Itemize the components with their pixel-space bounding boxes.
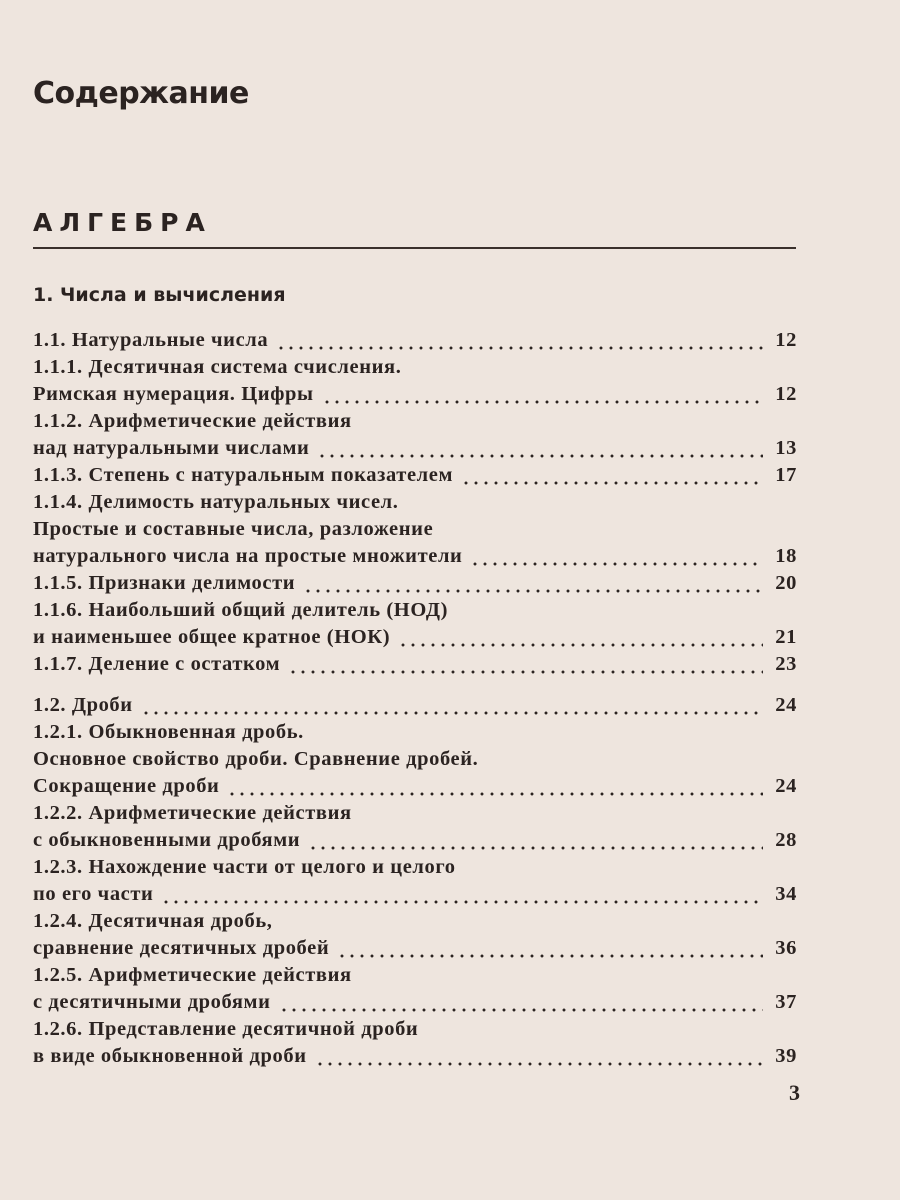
- dot-leader: [276, 327, 763, 354]
- chapter-heading: 1. Числа и вычисления: [33, 284, 286, 306]
- toc-entry-text: Римская нумерация. Цифры: [33, 383, 314, 405]
- toc-entry-text: и наименьшее общее кратное (НОК): [33, 626, 391, 648]
- toc-entry: [33, 597, 797, 651]
- toc-page-number: 37: [775, 991, 797, 1013]
- toc-entry: [33, 408, 797, 462]
- toc-entry-text: 1.1.5. Признаки делимости: [33, 572, 296, 594]
- page-number: 3: [789, 1080, 800, 1105]
- toc-page-number: 12: [775, 329, 797, 351]
- dot-leader: [461, 462, 763, 489]
- dot-leader: [279, 989, 763, 1016]
- toc-entry-text: 1.1.7. Деление с остатком: [33, 653, 281, 675]
- toc-entry-text: 1.2. Дроби: [33, 694, 133, 716]
- toc-entry: [33, 651, 797, 678]
- toc-entry: [33, 962, 797, 1016]
- toc-entry-text: над натуральными числами: [33, 437, 310, 459]
- toc-entry: [33, 692, 797, 719]
- toc-page-number: 39: [775, 1045, 797, 1067]
- toc-page-number: 21: [775, 626, 797, 648]
- heading-divider: [33, 247, 796, 249]
- toc-section-1-1: [33, 327, 797, 678]
- toc-entry-text: сравнение десятичных дробей: [33, 937, 330, 959]
- dot-leader: [398, 624, 763, 651]
- toc-entry-text: с обыкновенными дробями: [33, 829, 301, 851]
- dot-leader: [161, 881, 763, 908]
- toc-entry-text: 1.2.5. Арифметические действия: [33, 964, 352, 986]
- toc-entry: [33, 327, 797, 354]
- toc-entry: [33, 719, 797, 800]
- dot-leader: [288, 651, 763, 678]
- dot-leader: [308, 827, 763, 854]
- toc-page-number: 12: [775, 383, 797, 405]
- dot-leader: [303, 570, 763, 597]
- toc-entry-text: Простые и составные числа, разложение: [33, 518, 434, 540]
- toc-entry: [33, 1016, 797, 1070]
- toc-entry-text: 1.2.4. Десятичная дробь,: [33, 910, 273, 932]
- toc-page-number: 23: [775, 653, 797, 675]
- toc-entry: [33, 570, 797, 597]
- toc-entry: [33, 908, 797, 962]
- dot-leader: [317, 435, 763, 462]
- dot-leader: [470, 543, 763, 570]
- dot-leader: [337, 935, 763, 962]
- page-title: Содержание: [33, 76, 249, 111]
- toc-page-number: 18: [775, 545, 797, 567]
- toc-entry-text: 1.2.2. Арифметические действия: [33, 802, 352, 824]
- toc-entry-text: 1.1. Натуральные числа: [33, 329, 269, 351]
- toc-page-number: 24: [775, 775, 797, 797]
- toc-page-number: 20: [775, 572, 797, 594]
- toc-entry-text: 1.1.2. Арифметические действия: [33, 410, 352, 432]
- dot-leader: [141, 692, 763, 719]
- toc-entry-text: 1.1.4. Делимость натуральных чисел.: [33, 491, 399, 513]
- toc-page-number: 34: [775, 883, 797, 905]
- toc-entry-text: Сокращение дроби: [33, 775, 220, 797]
- toc-entry-text: 1.2.1. Обыкновенная дробь.: [33, 721, 304, 743]
- dot-leader: [227, 773, 763, 800]
- toc-entry-text: 1.1.1. Десятичная система счисления.: [33, 356, 402, 378]
- toc-entry-text: 1.2.3. Нахождение части от целого и целого: [33, 856, 456, 878]
- toc-entry-text: 1.2.6. Представление десятичной дроби: [33, 1018, 419, 1040]
- toc-entry-text: натурального числа на простые множители: [33, 545, 463, 567]
- toc-entry-text: в виде обыкновенной дроби: [33, 1045, 307, 1067]
- toc-entry-text: с десятичными дробями: [33, 991, 271, 1013]
- toc-entry-text: по его части: [33, 883, 154, 905]
- toc-entry-text: 1.1.6. Наибольший общий делитель (НОД): [33, 599, 449, 621]
- toc-entry-text: Основное свойство дроби. Сравнение дробей.: [33, 748, 479, 770]
- toc-page-number: 13: [775, 437, 797, 459]
- toc-page-number: 24: [775, 694, 797, 716]
- toc-section-1-2: [33, 692, 797, 1070]
- dot-leader: [322, 381, 763, 408]
- toc-page-number: 36: [775, 937, 797, 959]
- toc-entry: [33, 854, 797, 908]
- toc-entry-text: 1.1.3. Степень с натуральным показателем: [33, 464, 454, 486]
- toc-entry: [33, 489, 797, 570]
- toc-entry: [33, 800, 797, 854]
- toc-entry: [33, 354, 797, 408]
- toc-page-number: 28: [775, 829, 797, 851]
- toc-page-number: 17: [775, 464, 797, 486]
- part-heading: АЛГЕБРА: [33, 208, 212, 237]
- toc-entry: [33, 462, 797, 489]
- dot-leader: [315, 1043, 763, 1070]
